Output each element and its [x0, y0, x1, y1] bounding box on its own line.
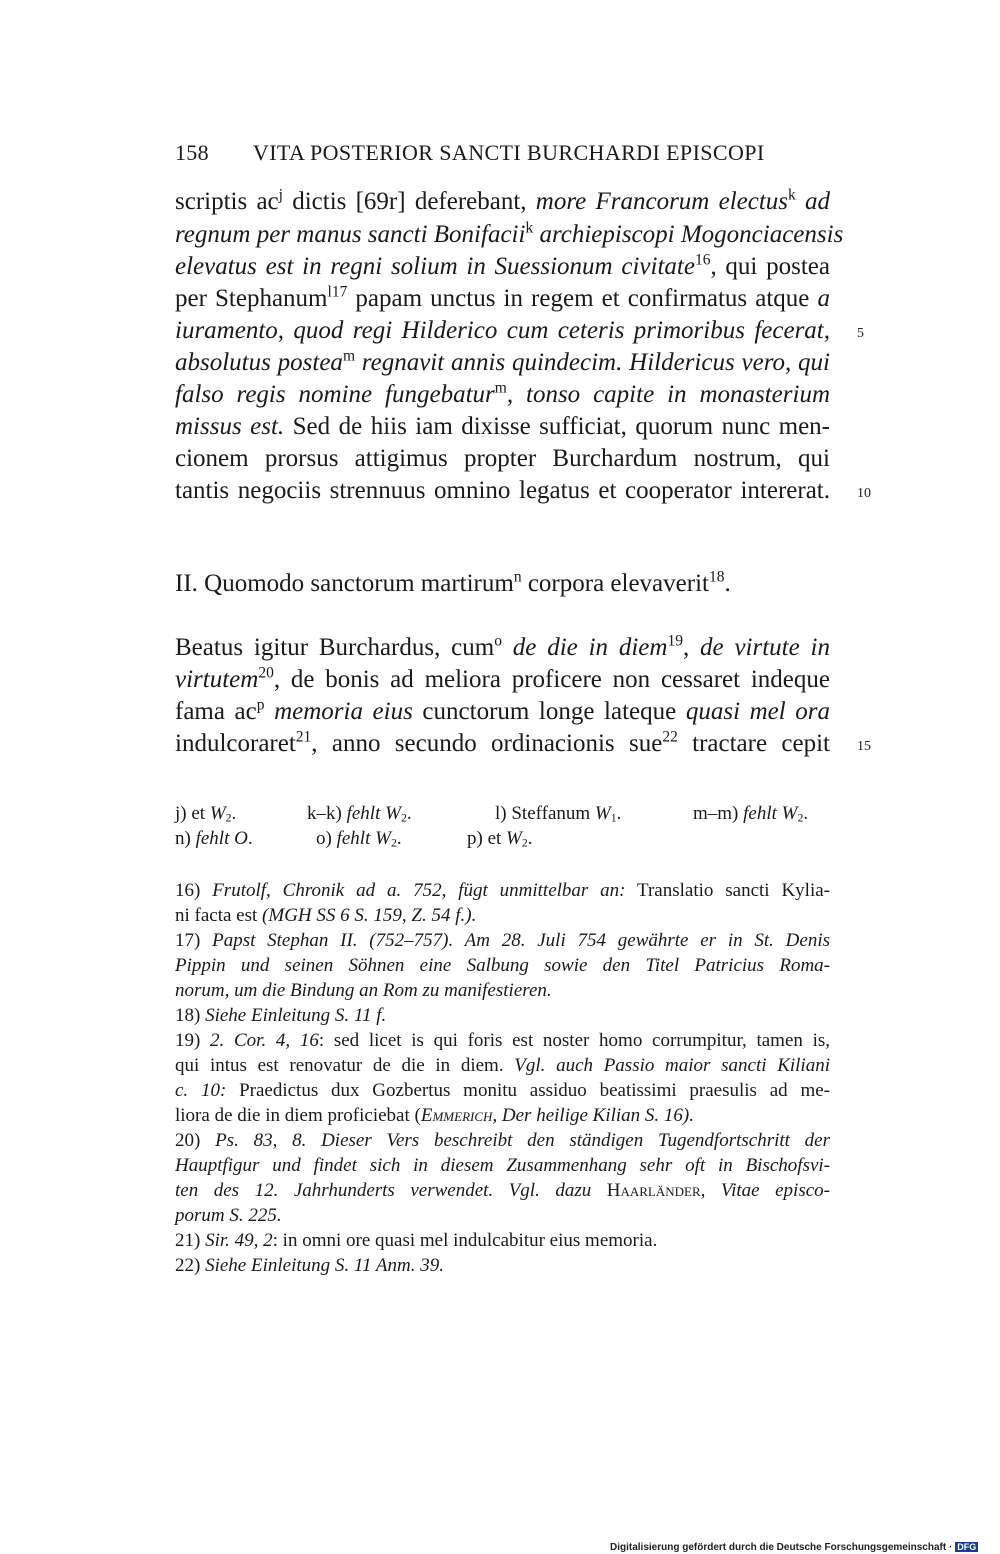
- line-number-10: 10: [857, 486, 871, 501]
- dfg-logo: DFG: [957, 1542, 977, 1552]
- line-number-15: 15: [857, 739, 871, 754]
- apparatus-note-n: n) fehlt O.: [175, 828, 253, 849]
- footnote-20-line-1: 20) Ps. 83, 8. Dieser Vers beschreibt den ständigen Tugendfortschritt der: [175, 1130, 830, 1151]
- text-line-6: absolutus postea$^m$ regnavit annis quindecim. Hildericus vero, qui: [175, 347, 831, 376]
- footnote-21: 21) Sir. 49, 2: in omni ore quasi mel indulcabitur eius memoria.: [175, 1230, 658, 1251]
- apparatus-note-k: k–k) fehlt $W_2$.: [307, 803, 412, 825]
- text-line-10: tantis negociis strennuus omnino legatus et cooperator intererat.: [175, 477, 830, 504]
- footnote-17-line-2: Pippin und seinen Söhnen eine Salbung sowie den Titel Patricius Roma-: [175, 955, 830, 976]
- page-number: 158: [175, 140, 209, 165]
- text-line-11: Beatus igitur Burchardus, cum$^o$ de die in diem$^{19}$, de virtute in: [175, 632, 830, 661]
- text-line-12: virtutem$^{20}$, de bonis ad meliora proficere non cessaret indeque: [175, 664, 830, 693]
- footnote-20-line-2: Hauptfigur und findet sich in diesem Zusammenhang sehr oft in Bischofsvi-: [175, 1155, 830, 1176]
- footnote-20-line-3: ten des 12. Jahrhunderts verwendet. Vgl. dazu Haarländer, Vitae episco-: [175, 1180, 830, 1201]
- footer-text: Digitalisierung gefördert durch die Deutsche Forschungsgemeinschaft ·: [610, 1542, 953, 1553]
- text-line-5: iuramento, quod regi Hilderico cum ceteris primoribus fecerat,: [175, 317, 830, 344]
- footnote-16-line-1: 16) Frutolf, Chronik ad a. 752, fügt unmittelbar an: Translatio sancti Kylia-: [175, 880, 830, 901]
- apparatus-note-m: m–m) fehlt $W_2$.: [693, 803, 809, 825]
- apparatus-note-j: j) et $W_2$.: [175, 803, 237, 825]
- footnote-19-line-2: qui intus est renovatur de die in diem. Vgl. auch Passio maior sancti Kiliani: [175, 1055, 830, 1076]
- footnote-19-line-3: c. 10: Praedictus dux Gozbertus monitu assiduo beatissimi praesulis ad me-: [175, 1080, 830, 1101]
- text-line-7: falso regis nomine fungebatur$^m$, tonso capite in monasterium: [175, 379, 830, 408]
- footnote-18: 18) Siehe Einleitung S. 11 f.: [175, 1005, 387, 1026]
- footnote-19-line-1: 19) 2. Cor. 4, 16: sed licet is qui foris est noster homo corrumpitur, tamen is,: [175, 1030, 831, 1051]
- footnote-20-line-4: porum S. 225.: [175, 1205, 282, 1226]
- apparatus-note-o: o) fehlt $W_2$.: [316, 828, 402, 850]
- text-line-8: missus est. Sed de hiis iam dixisse sufficiat, quorum nunc men-: [175, 413, 830, 440]
- apparatus-note-l: l) Steffanum $W_1$.: [495, 803, 622, 825]
- text-line-4: per Stephanum$^{l17}$ papam unctus in regem et confirmatus atque a: [175, 283, 830, 312]
- footnote-17-line-1: 17) Papst Stephan II. (752–757). Am 28. Juli 754 gewährte er in St. Denis: [175, 930, 831, 951]
- section-heading: II. Quomodo sanctorum martirum$^n$ corpora elevaverit$^{18}$.: [175, 568, 731, 597]
- text-line-1: scriptis $ac^j$ dictis [69r] deferebant, more Francorum electus$^k$ ad: [175, 186, 831, 215]
- text-line-3: elevatus est in regni solium in Suessionum civitate$^{16}$, qui postea: [175, 251, 830, 280]
- text-line-2: regnum per manus sancti Bonifacii$^k$ archiepiscopi Mogonciacensis: [175, 219, 844, 248]
- footnote-16-line-2: ni facta est (MGH SS 6 S. 159, Z. 54 f.).: [175, 905, 477, 926]
- running-title: VITA POSTERIOR SANCTI BURCHARDI EPISCOPI: [252, 140, 765, 165]
- footnote-22: 22) Siehe Einleitung S. 11 Anm. 39.: [175, 1255, 444, 1276]
- text-line-13: fama $ac^p$ memoria eius cunctorum longe lateque quasi mel ora: [175, 696, 831, 725]
- footnote-19-line-4: liora de die in diem proficiebat (Emmerich, Der heilige Kilian S. 16).: [175, 1105, 694, 1126]
- apparatus-note-p: p) et $W_2$.: [467, 828, 533, 850]
- footnote-17-line-3: norum, um die Bindung an Rom zu manifestieren.: [175, 980, 552, 1001]
- digitization-footer: [610, 1542, 978, 1553]
- text-line-9: cionem prorsus attigimus propter Burchardum nostrum, qui: [175, 445, 830, 472]
- line-number-5: 5: [857, 326, 864, 341]
- text-line-14: indulcoraret$^{21}$, anno secundo ordinacionis sue$^{22}$ tractare cepit: [175, 728, 830, 757]
- running-head: [175, 140, 765, 166]
